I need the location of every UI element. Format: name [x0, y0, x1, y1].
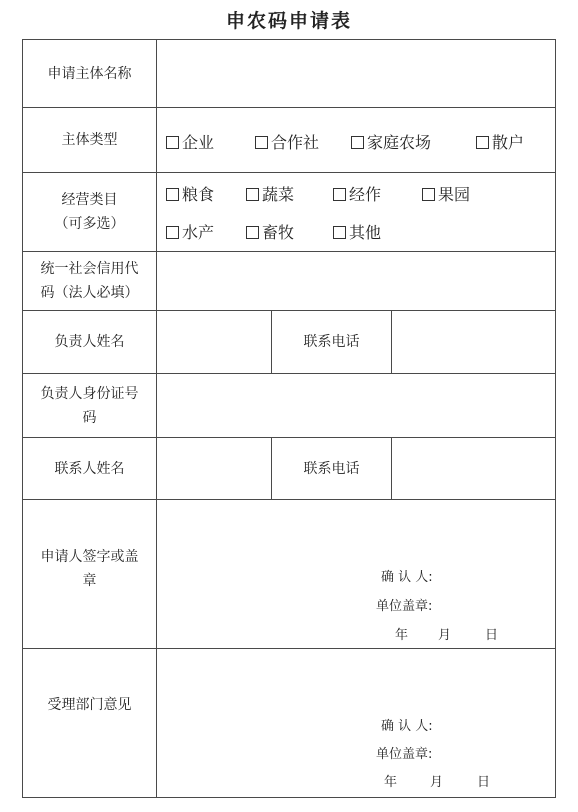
- principal-name-label: 负责人姓名: [54, 334, 125, 350]
- business-category-option[interactable]: 蔬菜: [246, 182, 294, 205]
- applicant-signature-label: [23, 500, 156, 648]
- principal-phone-label: 联系电话: [303, 334, 360, 350]
- applicant-signature-label-line2: 章: [82, 573, 97, 589]
- principal-id-label-line2: 码: [82, 409, 97, 426]
- checkbox-icon: [166, 136, 179, 149]
- department-unit-seal-label: 单位盖章:: [376, 747, 433, 762]
- contact-phone-field[interactable]: [392, 438, 555, 499]
- entity-type-option[interactable]: 散户: [476, 130, 524, 153]
- department-opinion-area[interactable]: [157, 649, 555, 797]
- applicant-year-label: 年: [395, 628, 409, 643]
- business-category-option[interactable]: 水产: [166, 220, 214, 243]
- checkbox-icon: [333, 226, 346, 239]
- checkbox-icon: [333, 188, 346, 201]
- applicant-month-label: 月: [438, 628, 452, 643]
- business-category-option[interactable]: 果园: [422, 182, 470, 205]
- applicant-unit-seal-label: 单位盖章:: [376, 599, 433, 614]
- entity-type-option[interactable]: 合作社: [255, 130, 319, 153]
- credit-code-label: [23, 252, 156, 310]
- department-opinion-label: 受理部门意见: [47, 697, 132, 713]
- principal-phone-field[interactable]: [392, 311, 555, 373]
- credit-code-label-line1: 统一社会信用代: [40, 261, 139, 277]
- checkbox-icon: [422, 188, 435, 201]
- entity-name-field[interactable]: [157, 40, 555, 107]
- principal-id-field[interactable]: [157, 374, 555, 437]
- checkbox-icon: [255, 136, 268, 149]
- business-category-option[interactable]: 畜牧: [246, 220, 294, 243]
- business-category-option[interactable]: 其他: [333, 220, 381, 243]
- entity-type-option[interactable]: 企业: [166, 130, 214, 153]
- department-year-label: 年: [384, 775, 398, 790]
- checkbox-icon: [246, 226, 259, 239]
- business-scope-label: [23, 173, 156, 251]
- business-category-option[interactable]: 粮食: [166, 182, 214, 205]
- contact-name-field[interactable]: [157, 438, 271, 499]
- principal-id-label: [23, 374, 156, 437]
- checkbox-icon: [166, 188, 179, 201]
- business-category-option[interactable]: 经作: [333, 182, 381, 205]
- contact-phone-label: 联系电话: [303, 460, 360, 477]
- checkbox-icon: [246, 188, 259, 201]
- contact-name-label: 联系人姓名: [54, 460, 125, 477]
- department-day-label: 日: [477, 775, 491, 790]
- checkbox-icon: [476, 136, 489, 149]
- entity-type-label: 主体类型: [61, 132, 118, 148]
- principal-name-field[interactable]: [157, 311, 271, 373]
- business-scope-label-line2: （可多选）: [54, 216, 125, 232]
- department-confirmer-label: 确 认 人:: [381, 719, 433, 734]
- credit-code-label-line2: 码（法人必填）: [40, 285, 139, 301]
- applicant-day-label: 日: [485, 628, 499, 643]
- department-month-label: 月: [430, 775, 444, 790]
- entity-type-option[interactable]: 家庭农场: [351, 130, 431, 153]
- credit-code-field[interactable]: [157, 252, 555, 310]
- applicant-confirmer-label: 确 认 人:: [381, 570, 433, 585]
- entity-name-label: 申请主体名称: [47, 65, 132, 82]
- checkbox-icon: [166, 226, 179, 239]
- form-title: 申农码申请表: [225, 10, 352, 32]
- applicant-signature-label-line1: 申请人签字或盖: [40, 549, 139, 565]
- principal-id-label-line1: 负责人身份证号: [40, 385, 139, 402]
- checkbox-icon: [351, 136, 364, 149]
- business-scope-label-line1: 经营类目: [61, 192, 118, 208]
